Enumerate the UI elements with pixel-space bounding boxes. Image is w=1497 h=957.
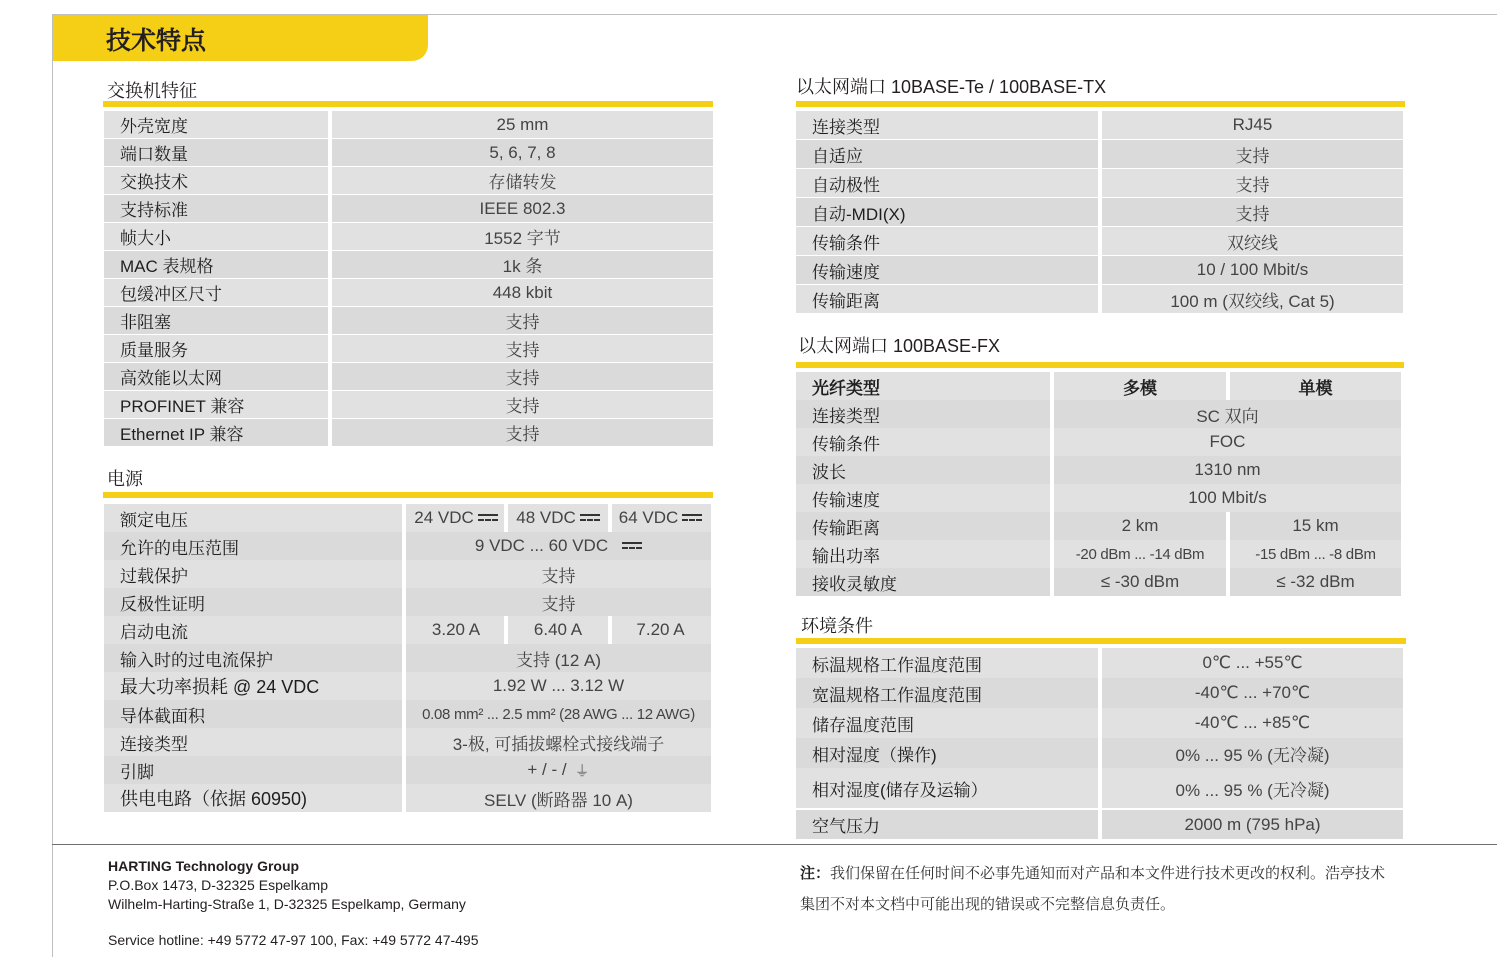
page-title-tab [53,15,428,61]
row-label: 相对湿度(储存及运输） [812,780,988,800]
row-value: 支持 [1235,146,1270,166]
street-address: Wilhelm-Harting-Straße 1, D-32325 Espelkamp, Germany [108,896,466,912]
dc-symbol-icon [580,514,600,522]
row-label: 传输距离 [812,518,880,538]
row-value: 7.20 A [636,620,685,639]
row-value: 448 kbit [492,282,553,302]
row-value: 支持 [541,594,576,614]
row-label: 空气压力 [812,817,880,836]
row-label: 传输速度 [812,490,880,510]
table-row [796,568,1401,596]
row-value: 1k 条 [502,257,543,276]
row-value: -40℃ ... +85℃ [1194,713,1311,732]
eth-tx-section-title: 以太网端口 10BASE-Te / 100BASE-TX [796,77,1107,97]
switch-section-title: 交换机特征 [107,81,197,101]
row-value [508,504,608,532]
row-label: 传输条件 [812,434,880,454]
row-label: 光纤类型 [812,378,880,398]
column-divider [504,616,508,644]
row-value: IEEE 802.3 [479,198,566,218]
table-row [104,616,711,644]
row-value: 25 mm [496,114,549,134]
row-label: MAC 表规格 [120,257,214,276]
row-label: 高效能以太网 [120,369,222,388]
eth-fx-section-title: 以太网端口 100BASE-FX [798,336,1001,356]
eth-fx-section-bar [796,362,1404,368]
row-label: 引脚 [120,762,154,782]
footer-rule [52,844,1497,845]
row-value: 支持 [541,566,576,586]
row-label: 导体截面积 [120,706,205,726]
row-value: 3.20 A [431,620,481,639]
column-divider [402,728,406,756]
table-row [104,419,713,446]
table-row [796,738,1403,768]
column-divider [608,616,612,644]
row-value [406,756,711,784]
row-value: 0% ... 95 % (无冷凝) [1175,745,1330,765]
row-value: 0.08 mm² ... 2.5 mm² (28 AWG ... 12 AWG) [422,705,695,723]
table-row [104,251,713,278]
value-text: + / - / [527,760,567,779]
table-row [796,140,1403,168]
column-divider [1050,372,1054,400]
column-header-singlemode: 单模 [1298,378,1333,398]
row-label: 最大功率损耗 @ 24 VDC [120,677,320,697]
table-row [104,588,711,616]
value-text: 24 VDC [414,508,474,527]
row-value: SC 双向 [1196,406,1259,426]
row-value: 支持 [505,397,540,416]
power-section-bar [103,492,713,498]
table-row [104,504,711,532]
table-row [104,560,711,588]
row-value: 2 km [1121,516,1159,535]
table-row [104,532,711,560]
switch-section-bar [103,101,713,107]
column-divider [1226,568,1230,596]
column-divider [1098,810,1102,839]
column-divider [504,504,508,532]
table-row [104,672,711,700]
table-row [796,227,1403,255]
column-divider [1050,512,1054,540]
value-text: 9 VDC ... 60 VDC [474,536,609,555]
row-label: 帧大小 [120,229,171,248]
row-label: 自适应 [812,146,863,166]
switch-features-table [104,111,713,448]
note-label: 注： [800,865,831,882]
left-rule [52,14,53,957]
postal-address: P.O.Box 1473, D-32325 Espelkamp [108,877,328,893]
row-label: 供电电路（依据 60950) [120,789,308,809]
env-section-title: 环境条件 [801,616,873,636]
table-row [796,169,1403,197]
table-row [796,648,1403,678]
table-row [796,678,1403,708]
table-row [796,400,1401,428]
table-row [796,285,1403,313]
eth-fx-table [796,372,1401,596]
table-row [796,484,1401,512]
row-label: 质量服务 [120,341,188,360]
value-text: 48 VDC [516,508,576,527]
table-row [796,768,1403,808]
row-value: 5, 6, 7, 8 [489,142,556,162]
row-label: 接收灵敏度 [812,574,897,594]
page-title: 技术特点 [106,27,207,55]
column-divider [402,700,406,728]
column-divider [402,644,406,672]
column-divider [1050,484,1054,512]
row-label: 连接类型 [812,406,880,426]
row-label: 波长 [812,462,846,482]
table-row [104,111,713,138]
row-value: 0℃ ... +55℃ [1202,653,1303,672]
column-divider [1050,540,1054,568]
column-divider [402,560,406,588]
table-row [796,512,1401,540]
column-divider [1050,400,1054,428]
row-value: 支持 [505,341,540,360]
column-divider [1098,708,1102,738]
row-label: 包缓冲区尺寸 [120,285,222,304]
row-label: 外壳宽度 [120,117,188,136]
row-value: 100 Mbit/s [1188,488,1267,507]
column-divider [402,784,406,812]
eth-tx-table [796,111,1403,314]
table-row [104,167,713,194]
table-row [104,195,713,222]
row-label: 宽温规格工作温度范围 [812,685,982,705]
service-hotline: Service hotline: +49 5772 47-97 100, Fax: +49 5772 47-495 [108,932,479,948]
table-row [104,700,711,728]
column-divider [402,504,406,532]
column-divider [608,504,612,532]
power-table [104,504,711,812]
row-label: 额定电压 [120,510,188,530]
table-row [796,198,1403,226]
company-name: HARTING Technology Group [108,858,300,874]
row-label: 输入时的过电流保护 [120,650,273,670]
value-text: 64 VDC [618,508,679,527]
row-label: 交换技术 [120,173,188,192]
row-value: 支持 [505,425,540,444]
column-divider [1098,678,1102,708]
column-divider [1050,568,1054,596]
column-divider [402,532,406,560]
row-value: 支持 (12 A) [515,650,602,670]
environment-table [796,648,1403,839]
row-value: 100 m (双绞线, Cat 5) [1170,291,1335,311]
table-row [104,139,713,166]
column-divider [1098,648,1102,678]
row-value [610,504,711,532]
table-row [796,708,1403,738]
row-label: 连接类型 [812,117,880,137]
table-row [796,428,1401,456]
table-row [104,644,711,672]
row-label: 非阻塞 [120,313,171,332]
table-row [796,256,1403,284]
row-value: 支持 [505,313,540,332]
table-row [796,540,1401,568]
row-label: 自动-MDI(X) [812,204,906,224]
column-divider [1050,456,1054,484]
row-label: 传输速度 [812,262,880,282]
column-divider [402,616,406,644]
table-row [796,111,1403,139]
table-row [104,756,711,784]
table-row [796,456,1401,484]
note-text: 我们保留在任何时间不必事先通知而对产品和本文件进行技术更改的权利。浩亭技术集团不对本文档中可能出现的错误或不完整信息负责任。 [800,865,1386,913]
row-value [406,532,711,560]
column-divider [1098,738,1102,768]
table-row [104,391,713,418]
row-value: 2000 m (795 hPa) [1184,814,1321,834]
row-label: 传输距离 [812,291,880,311]
row-value: 0% ... 95 % (无冷凝) [1175,780,1330,800]
row-value: 15 km [1292,516,1339,535]
column-divider [402,588,406,616]
ground-symbol-icon: ⏚ [574,762,590,780]
column-divider [1226,372,1230,400]
column-divider [1226,512,1230,540]
row-value: 1310 nm [1194,460,1261,479]
row-label: 允许的电压范围 [120,538,239,558]
table-row [104,335,713,362]
row-value: ≤ -32 dBm [1276,572,1355,591]
table-row [796,810,1403,839]
table-row [104,728,711,756]
row-label: Ethernet IP 兼容 [120,425,244,444]
table-row [104,307,713,334]
row-label: 过载保护 [120,566,188,586]
row-value: SELV (断路器 10 A) [484,790,633,810]
table-row [796,372,1401,400]
row-label: 相对湿度（操作) [812,745,937,765]
column-divider [1226,540,1230,568]
row-value: 支持 [1235,204,1270,224]
row-label: 传输条件 [812,233,880,253]
row-label: 储存温度范围 [812,715,914,735]
row-value: -40℃ ... +70℃ [1194,683,1311,702]
column-divider [1098,768,1102,808]
table-row [104,279,713,306]
eth-tx-section-bar [796,101,1405,107]
row-label: 启动电流 [120,622,188,642]
row-value: 支持 [505,369,540,388]
footer-contact [108,857,479,950]
column-header-multimode: 多模 [1123,378,1157,398]
column-divider [1050,428,1054,456]
table-row [104,363,713,390]
column-divider [402,672,406,700]
row-label: PROFINET 兼容 [120,397,245,416]
row-label: 支持标准 [120,201,188,220]
row-value: -20 dBm ... -14 dBm [1075,545,1205,563]
dc-symbol-icon [478,514,498,522]
row-value: -15 dBm ... -8 dBm [1255,545,1376,563]
row-value: FOC [1209,432,1246,451]
dc-symbol-icon [622,542,642,550]
row-value: 双绞线 [1227,233,1278,253]
row-value: 10 / 100 Mbit/s [1196,260,1309,279]
table-row [104,223,713,250]
row-value: 3-极, 可插拔螺栓式接线端子 [452,734,665,754]
row-value: 支持 [1235,175,1270,195]
row-label: 端口数量 [120,145,188,164]
row-label: 自动极性 [812,175,880,195]
table-row [104,784,711,812]
row-label: 反极性证明 [120,594,205,614]
row-value: 1552 字节 [484,229,561,248]
column-divider [402,756,406,784]
row-value [406,504,506,532]
dc-symbol-icon [682,514,702,522]
row-value: ≤ -30 dBm [1100,572,1180,591]
power-section-title: 电源 [107,469,143,489]
row-value: 1.92 W ... 3.12 W [492,676,625,695]
disclaimer-note [800,858,1400,920]
env-section-bar [796,638,1406,644]
row-label: 连接类型 [120,734,188,754]
row-label: 标温规格工作温度范围 [812,655,982,675]
row-label: 输出功率 [812,546,880,566]
row-value: RJ45 [1232,115,1273,134]
row-value: 6.40 A [533,620,583,639]
row-value: 存储转发 [488,173,557,192]
